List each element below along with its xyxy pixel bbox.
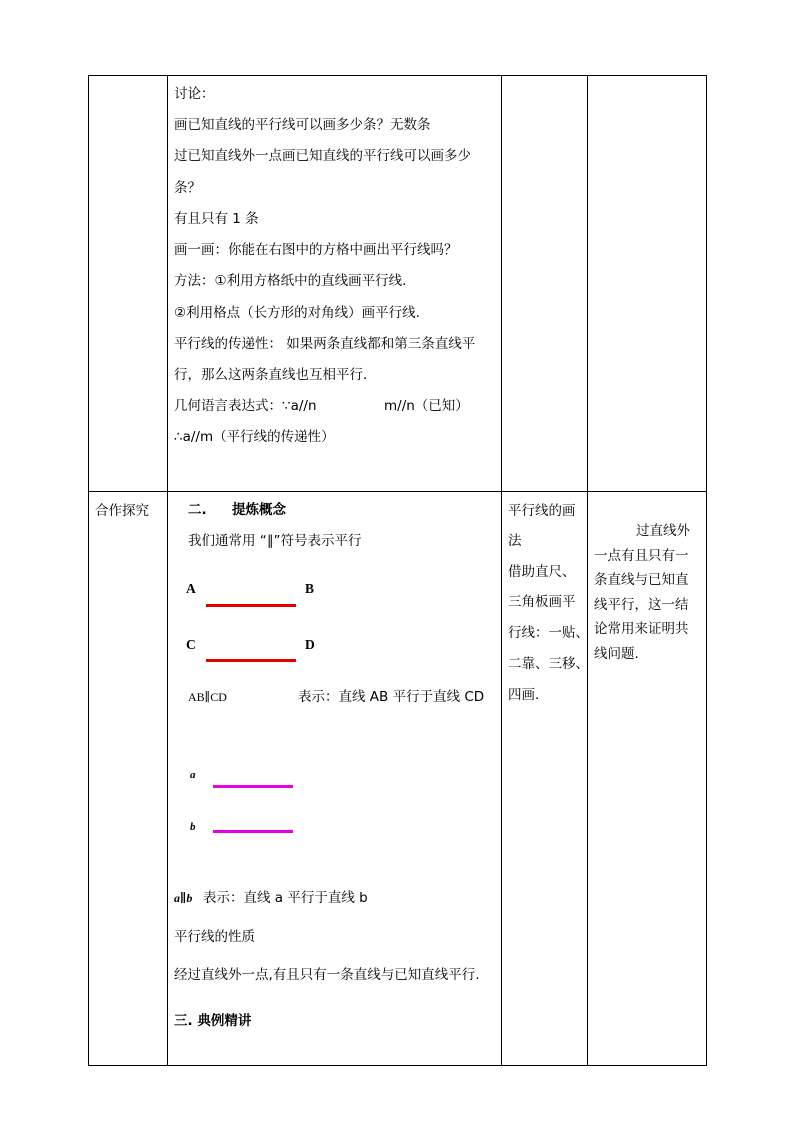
method-1: 方法：①利用方格纸中的直线画平行线. bbox=[174, 273, 407, 289]
method-2: ②利用格点（长方形的对角线）画平行线. bbox=[174, 305, 420, 321]
ab-parallel-cd-description: 表示：直线 AB 平行于直线 CD bbox=[298, 689, 485, 705]
parallel-symbol-intro: 我们通常用 “∥”符号表示平行 bbox=[188, 533, 362, 549]
property-statement: 经过直线外一点,有且只有一条直线与已知直线平行. bbox=[174, 967, 480, 983]
table-bottom-border bbox=[88, 1065, 707, 1066]
section-three-heading: 三. 典例精讲 bbox=[174, 1013, 252, 1029]
line-label-b: b bbox=[190, 821, 196, 833]
discussion-q1: 画已知直线的平行线可以画多少条？无数条 bbox=[174, 117, 431, 133]
col-divider-2 bbox=[501, 75, 502, 1066]
discussion-q2-cont: 条？ bbox=[174, 180, 201, 196]
line-cd bbox=[206, 659, 296, 662]
line-label-a: a bbox=[190, 769, 196, 781]
discussion-answer: 有且只有 1 条 bbox=[174, 211, 259, 227]
discussion-q2: 过已知直线外一点画已知直线的平行线可以画多少 bbox=[174, 148, 471, 164]
transitivity-line2: 行，那么这两条直线也互相平行. bbox=[174, 367, 368, 383]
row-label-cooperative: 合作探究 bbox=[95, 503, 149, 519]
heading-number: 二. bbox=[188, 502, 207, 518]
method-col-line5: 行线：一贴、 bbox=[508, 625, 589, 641]
heading-title: 提炼概念 bbox=[232, 502, 286, 518]
table-right-border bbox=[706, 75, 707, 1066]
a-parallel-b-description: 表示：直线 a 平行于直线 b bbox=[203, 890, 368, 906]
col-divider-3 bbox=[587, 75, 588, 1066]
table-top-border bbox=[88, 75, 707, 76]
point-label-a: A bbox=[186, 581, 196, 596]
a-parallel-b-notation: a∥b bbox=[174, 891, 193, 905]
method-col-line2: 法 bbox=[508, 533, 522, 549]
note-column: 过直线外一点有且只有一条直线与已知直线平行，这一结论常用来证明共线问题. bbox=[594, 523, 690, 662]
geometry-conclusion: ∴a//m（平行线的传递性） bbox=[174, 429, 335, 445]
line-ab bbox=[206, 604, 296, 607]
ab-parallel-cd-notation: AB∥CD bbox=[188, 690, 227, 704]
col-divider-1 bbox=[167, 75, 168, 1066]
property-title: 平行线的性质 bbox=[174, 929, 255, 945]
discussion-label: 讨论： bbox=[174, 86, 215, 102]
method-col-line6: 二靠、三移、 bbox=[508, 656, 589, 672]
point-label-c: C bbox=[186, 637, 196, 652]
geometry-expression: 几何语言表达式：∵a//n bbox=[174, 398, 317, 414]
line-a bbox=[213, 785, 293, 788]
method-col-line1: 平行线的画 bbox=[508, 503, 576, 519]
table-left-border bbox=[88, 75, 89, 1066]
row-divider bbox=[88, 491, 707, 492]
transitivity-line1: 平行线的传递性： 如果两条直线都和第三条直线平 bbox=[174, 336, 476, 352]
point-label-d: D bbox=[305, 637, 315, 652]
draw-prompt: 画一画：你能在右图中的方格中画出平行线吗？ bbox=[174, 242, 458, 258]
method-col-line4: 三角板画平 bbox=[508, 594, 576, 610]
method-col-line7: 四画. bbox=[508, 687, 540, 703]
point-label-b: B bbox=[305, 581, 315, 596]
geometry-expression-b: m//n（已知） bbox=[384, 398, 469, 414]
method-col-line3: 借助直尺、 bbox=[508, 564, 576, 580]
line-b bbox=[213, 830, 293, 833]
